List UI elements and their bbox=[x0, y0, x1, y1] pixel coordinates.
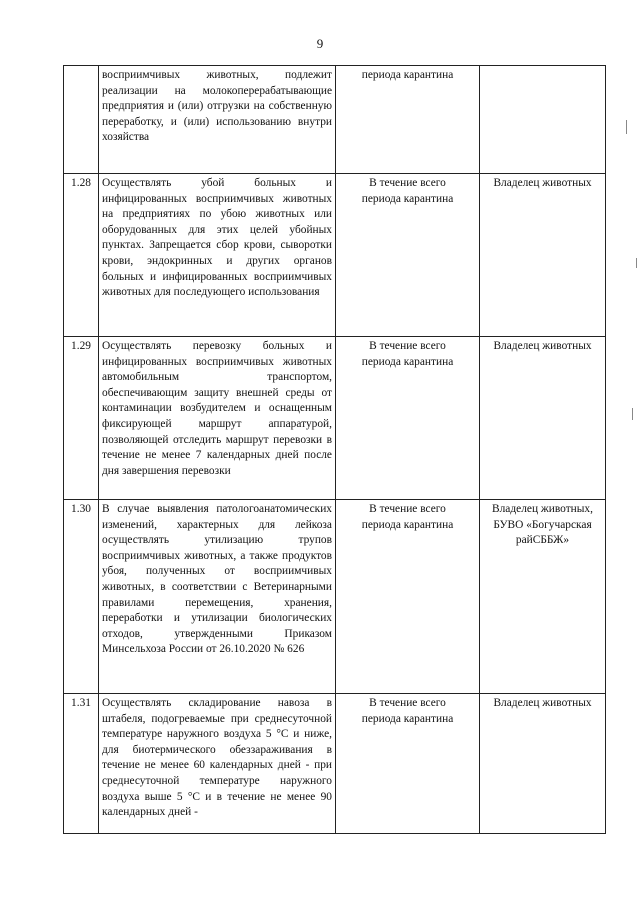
row-number: 1.29 bbox=[64, 337, 99, 500]
measure-text: В случае выявления патологоанатомических изменений, характерных для лейкоза осуществлять утилизацию трупов восприимчивых животных, а также продуктов убоя, полученных от восприимчивых животных, в соответствии с Ветеринарными правилами перемещения, хранения, переработки и утилизации биологических отходов, утвержденными Приказом Минсельхоза России от 26.10.2020 № 626 bbox=[99, 500, 336, 694]
table-row bbox=[64, 66, 606, 174]
row-number: 1.28 bbox=[64, 174, 99, 337]
measures-table bbox=[63, 65, 606, 834]
measure-term: В течение всего периода карантина bbox=[336, 337, 480, 500]
measure-text: Осуществлять убой больных и инфицированных восприимчивых животных на предприятиях по убою животных или оборудованных для этих целей убойных пунктах. Запрещается сбор крови, сыворотки крови, эндокринных и других органов больных и инфицированных восприимчивых животных для последующего использования bbox=[99, 174, 336, 337]
measure-text: Осуществлять складирование навоза в штабеля, подогреваемые при среднесуточной температуре наружного воздуха 5 °С и ниже, для биотермического обеззараживания в течение не менее 60 календарных дней - при среднесуточной температуре наружного воздуха выше 5 °С и в течение не менее 90 календарных дней - bbox=[99, 694, 336, 834]
measure-text: Осуществлять перевозку больных и инфицированных восприимчивых животных автомобильным транспортом, обеспечивающим защиту внешней среды от контаминации возбудителем и оснащенным фиксирующей маршрут аппаратурой, позволяющей отследить маршрут перевозки в течение не менее 7 календарных дней после дня завершения перевозки bbox=[99, 337, 336, 500]
row-number: 1.30 bbox=[64, 500, 99, 694]
measure-responsible bbox=[480, 66, 606, 174]
table-row bbox=[64, 694, 606, 834]
table-row bbox=[64, 500, 606, 694]
table-row bbox=[64, 337, 606, 500]
measure-responsible: Владелец животных bbox=[480, 694, 606, 834]
measure-responsible: Владелец животных bbox=[480, 337, 606, 500]
scan-mark bbox=[632, 408, 633, 420]
row-number: 1.31 bbox=[64, 694, 99, 834]
measure-term: В течение всего периода карантина bbox=[336, 500, 480, 694]
page-number: 9 bbox=[316, 36, 324, 51]
measure-term: В течение всего периода карантина bbox=[336, 174, 480, 337]
measure-responsible: Владелец животных bbox=[480, 174, 606, 337]
scan-mark bbox=[626, 120, 627, 134]
measure-text: восприимчивых животных, подлежит реализации на молокоперерабатывающие предприятия и (или) отгрузки на собственную переработку, и (или) использованию внутри хозяйства bbox=[99, 66, 336, 174]
row-number bbox=[64, 66, 99, 174]
measure-responsible: Владелец животных, БУВО «Богучарская райСББЖ» bbox=[480, 500, 606, 694]
scan-mark bbox=[636, 258, 637, 268]
measure-term: периода карантина bbox=[336, 66, 480, 174]
table-row bbox=[64, 174, 606, 337]
measure-term: В течение всего периода карантина bbox=[336, 694, 480, 834]
